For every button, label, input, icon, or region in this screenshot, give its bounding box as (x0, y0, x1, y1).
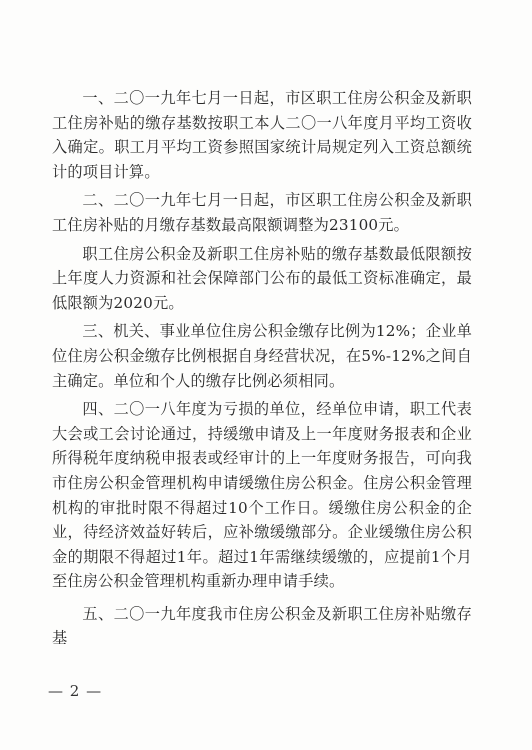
paragraph-4: 三、机关、事业单位住房公积金缴存比例为12%；企业单位住房公积金缴存比例根据自身经营状况，在5%-12%之间自主确定。单位和个人的缴存比例必须相同。 (52, 322, 472, 390)
paragraph-5: 四、二〇一八年度为亏损的单位，经单位申请，职工代表大会或工会讨论通过，持缓缴申请及上一年度财务报表和企业所得税年度纳税申报表或经审计的上一年度财务报告，可向我市住房公积金管理机构申请缓缴住房公积金。住房公积金管理机构的审批时限不得超过10个工作日。缓缴住房公积金的企业，待经济效益好转后，应补缴缓缴部分。企业缓缴住房公积金的期限不得超过1年。超过1年需继续缓缴的，应提前1个月至住房公积金管理机构重新办理申请手续。 (52, 400, 472, 591)
page-number: — 2 — (48, 682, 103, 700)
paragraph-6: 五、二〇一九年度我市住房公积金及新职工住房补贴缴存基 (52, 604, 472, 648)
paragraph-1: 一、二〇一九年七月一日起，市区职工住房公积金及新职工住房补贴的缴存基数按职工本人二〇一八年度月平均工资收入确定。职工月平均工资参照国家统计局规定列入工资总额统计的项目计算。 (52, 89, 472, 181)
paragraph-3: 职工住房公积金及新职工住房补贴的缴存基数最低限额按上年度人力资源和社会保障部门公布的最低工资标准确定，最低限额为2020元。 (52, 244, 472, 312)
paragraph-2: 二、二〇一九年七月一日起，市区职工住房公积金及新职工住房补贴的月缴存基数最高限额调整为23100元。 (52, 191, 472, 234)
document-body (52, 86, 472, 651)
